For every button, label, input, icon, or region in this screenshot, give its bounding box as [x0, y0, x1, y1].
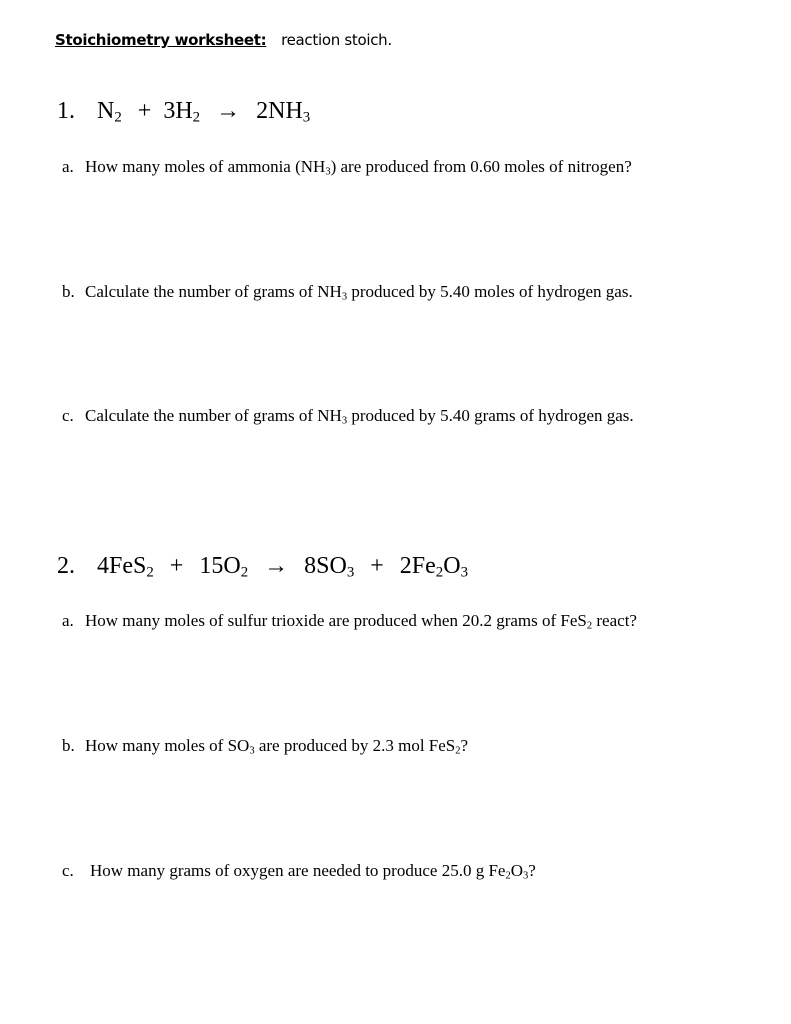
question-1c: c. Calculate the number of grams of $NH_3$ produced by 5.40 grams of hydrogen gas.: [62, 406, 634, 427]
question-2a: a. How many moles of sulfur trioxide are produced when 20.2 grams of FeS$_2$ react?: [62, 611, 637, 632]
problem-2-equation: [57, 553, 468, 580]
problem-2-number: 2.: [57, 553, 75, 579]
problem-1-equation: [57, 98, 310, 125]
problem-1-number: 1.: [57, 98, 75, 124]
plus-sign: +: [169, 553, 184, 579]
product-nh3: $2NH_3$: [256, 98, 311, 126]
reaction-arrow: →: [216, 98, 241, 124]
worksheet-subtitle: reaction stoich.: [281, 31, 392, 49]
question-2c: c. How many grams of oxygen are needed to produce 25.0 g $Fe_2O_3$?: [62, 861, 536, 882]
worksheet-title: Stoichiometry worksheet:: [55, 31, 267, 49]
product-so3: $8SO_3$: [304, 553, 355, 581]
question-1a: a. How many moles of ammonia $(NH_3)$ are produced from 0.60 moles of nitrogen?: [62, 157, 632, 178]
plus-sign: +: [370, 553, 384, 579]
reactant-n2: $N_2$: [97, 98, 122, 126]
reactant-fes2: 4FeS$_2$: [97, 553, 154, 581]
reaction-arrow: →: [264, 553, 289, 579]
reactant-h2: $3H_2$: [163, 98, 201, 126]
question-2b: b. How many moles of $SO_3$ are produced by 2.3 mol FeS$_2$?: [62, 736, 469, 757]
question-1b: b. Calculate the number of grams of $NH_3$ produced by 5.40 moles of hydrogen gas.: [62, 282, 633, 303]
worksheet-header: [55, 31, 392, 49]
product-fe2o3: $2Fe_2O_3$: [399, 553, 469, 581]
reactant-o2: $15O_2$: [199, 553, 249, 581]
plus-sign: +: [137, 98, 152, 124]
